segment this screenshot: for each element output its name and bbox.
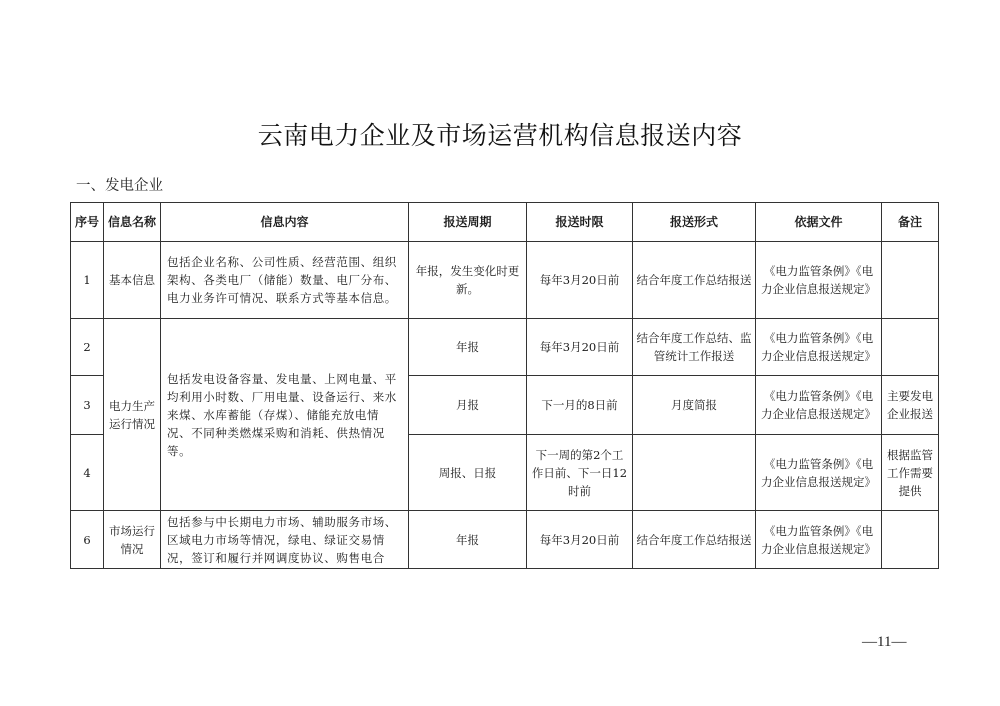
cell-deadline: 下一月的8日前 <box>527 376 633 435</box>
cell-remark: 根据监管工作需要提供 <box>882 435 939 511</box>
cell-no: 3 <box>71 376 104 435</box>
cell-basis: 《电力监管条例》《电力企业信息报送规定》 <box>756 319 882 376</box>
table-row <box>71 511 939 569</box>
table-row <box>71 319 939 376</box>
cell-deadline: 每年3月20日前 <box>527 319 633 376</box>
cell-period: 年报，发生变化时更新。 <box>409 242 527 319</box>
cell-form: 结合年度工作总结报送 <box>633 242 756 319</box>
cell-period: 月报 <box>409 376 527 435</box>
document-title: 云南电力企业及市场运营机构信息报送内容 <box>257 121 743 150</box>
table-row <box>71 242 939 319</box>
cell-basis: 《电力监管条例》《电力企业信息报送规定》 <box>756 242 882 319</box>
cell-basis: 《电力监管条例》《电力企业信息报送规定》 <box>756 376 882 435</box>
header-basis: 依据文件 <box>756 203 882 242</box>
cell-no: 1 <box>71 242 104 319</box>
cell-period: 周报、日报 <box>409 435 527 511</box>
cell-period: 年报 <box>409 319 527 376</box>
header-period: 报送周期 <box>409 203 527 242</box>
cell-remark <box>882 319 939 376</box>
header-content: 信息内容 <box>161 203 409 242</box>
cell-name: 电力生产运行情况 <box>104 319 161 511</box>
cell-content: 包括参与中长期电力市场、辅助服务市场、区域电力市场等情况，绿电、绿证交易情况，签订和履行并网调度协议、购售电合 <box>161 511 409 569</box>
cell-no: 4 <box>71 435 104 511</box>
cell-basis: 《电力监管条例》《电力企业信息报送规定》 <box>756 435 882 511</box>
cell-period: 年报 <box>409 511 527 569</box>
header-name: 信息名称 <box>104 203 161 242</box>
cell-basis: 《电力监管条例》《电力企业信息报送规定》 <box>756 511 882 569</box>
header-no: 序号 <box>71 203 104 242</box>
cell-form <box>633 435 756 511</box>
cell-name: 市场运行情况 <box>104 511 161 569</box>
header-remark: 备注 <box>882 203 939 242</box>
cell-remark: 主要发电企业报送 <box>882 376 939 435</box>
page-number: —11— <box>862 634 907 650</box>
cell-form: 月度简报 <box>633 376 756 435</box>
cell-remark <box>882 511 939 569</box>
section-heading: 一、发电企业 <box>76 178 163 194</box>
info-table <box>70 202 939 569</box>
header-deadline: 报送时限 <box>527 203 633 242</box>
cell-content: 包括企业名称、公司性质、经营范围、组织架构、各类电厂（储能）数量、电厂分布、电力业务许可情况、联系方式等基本信息。 <box>161 242 409 319</box>
cell-form: 结合年度工作总结、监管统计工作报送 <box>633 319 756 376</box>
header-form: 报送形式 <box>633 203 756 242</box>
cell-deadline: 每年3月20日前 <box>527 511 633 569</box>
cell-content: 包括发电设备容量、发电量、上网电量、平均利用小时数、厂用电量、设备运行、来水来煤、水库蓄能（存煤）、储能充放电情况、不同种类燃煤采购和消耗、供热情况等。 <box>161 319 409 511</box>
cell-no: 2 <box>71 319 104 376</box>
table-header-row <box>71 203 939 242</box>
cell-deadline: 每年3月20日前 <box>527 242 633 319</box>
cell-remark <box>882 242 939 319</box>
cell-form: 结合年度工作总结报送 <box>633 511 756 569</box>
cell-name: 基本信息 <box>104 242 161 319</box>
cell-deadline: 下一周的第2个工作日前、下一日12时前 <box>527 435 633 511</box>
cell-no: 6 <box>71 511 104 569</box>
